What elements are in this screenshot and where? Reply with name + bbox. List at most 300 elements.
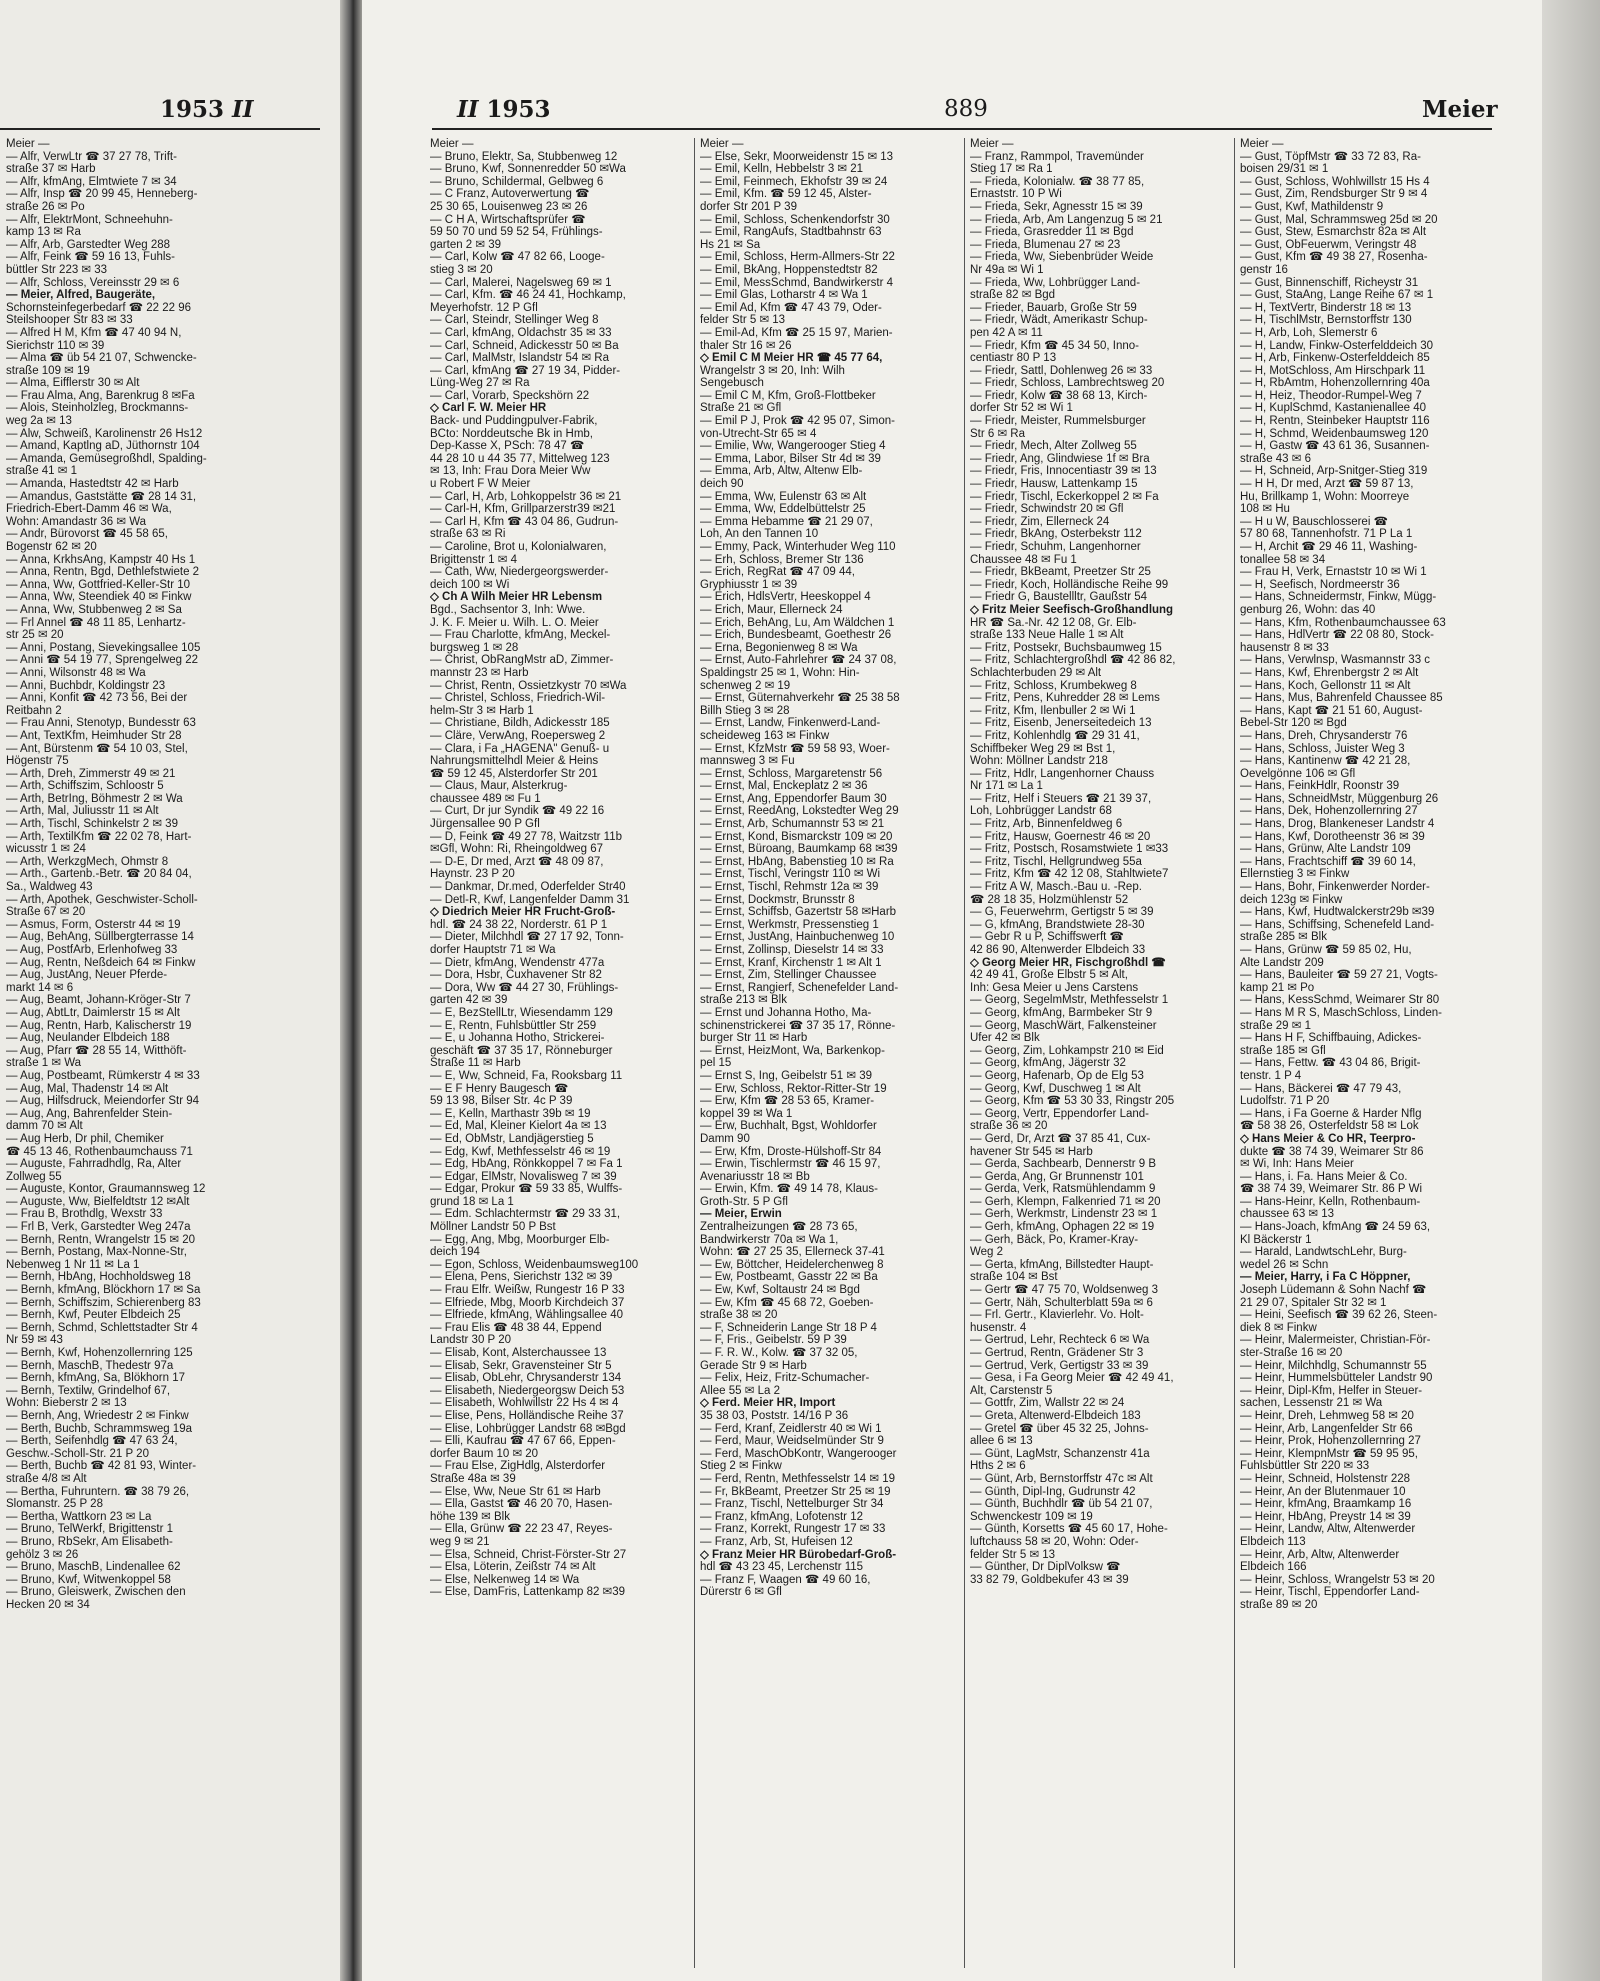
directory-entry-line: diek 8 ✉ Finkw xyxy=(1240,1321,1317,1334)
directory-entry-line: — Franz F, Waagen ☎ 49 60 16, xyxy=(700,1573,871,1586)
directory-entry-line: ◇ Ch A Wilh Meier HR Lebensm xyxy=(430,591,603,604)
directory-entry-line: — Anni, Postang, Sievekingsallee 105 xyxy=(6,641,201,654)
directory-entry-line: deich 194 xyxy=(430,1246,480,1259)
directory-entry-line: Wohn: Bieberstr 2 ✉ 13 xyxy=(6,1397,127,1410)
directory-entry-line: centiastr 80 P 13 xyxy=(970,352,1057,365)
directory-entry-line: Dürerstr 6 ✉ Gfl xyxy=(700,1586,782,1599)
directory-entry-line: — H H, Dr med, Arzt ☎ 59 87 13, xyxy=(1240,478,1414,491)
directory-entry-line: — Hans, HdlVertr ☎ 22 08 80, Stock- xyxy=(1240,629,1434,642)
directory-entry-line: Ernaststr. 10 P Wi xyxy=(970,188,1062,201)
directory-entry-line: — Meier, Erwin xyxy=(700,1208,782,1221)
directory-entry-line: Lüng-Weg 27 ✉ Ra xyxy=(430,377,530,390)
directory-entry-line: — F, Fris., Geibelstr. 59 P 39 xyxy=(700,1334,847,1347)
directory-entry-line: — Elisabeth, Wohlwillstr 22 Hs 4 ✉ 4 xyxy=(430,1397,619,1410)
directory-entry-line: dorfer Str 201 P 39 xyxy=(700,200,797,213)
directory-entry-line: — Christel, Schloss, Friedrich-Wil- xyxy=(430,692,606,705)
directory-entry-line: Meier — xyxy=(6,138,50,150)
directory-entry-line: Back- und Puddingpulver-Fabrik, xyxy=(430,415,598,428)
directory-entry-line: — Erw, Kfm ☎ 28 53 65, Kramer- xyxy=(700,1095,875,1108)
directory-entry-line: — Bruno, TelWerkf, Brigittenstr 1 xyxy=(6,1523,174,1536)
directory-entry-line: — Bruno, Gleiswerk, Zwischen den xyxy=(6,1586,186,1599)
directory-entry-line: — Hans, Kwf, Hudtwalckerstr29b ✉39 xyxy=(1240,906,1435,919)
directory-entry-line: — Bernh, Postang, Max-Nonne-Str, xyxy=(6,1246,187,1259)
directory-entry-line: — Ernst, Landw, Finkenwerd-Land- xyxy=(700,717,881,730)
directory-entry-line: straße 185 ✉ Gfl xyxy=(1240,1044,1326,1057)
directory-entry-line: — Ernst, Werkmstr, Pressenstieg 1 xyxy=(700,918,879,931)
directory-entry-line: — Erich, Bundesbeamt, Goethestr 26 xyxy=(700,629,892,642)
directory-entry-line: — Ed, ObMstr, Landjägerstieg 5 xyxy=(430,1132,594,1145)
directory-entry-line: — Hans, Kwf, Ehrenbergstr 2 ✉ Alt xyxy=(1240,666,1419,679)
directory-entry-line: wedel 26 ✉ Schn xyxy=(1240,1258,1329,1271)
directory-entry-line: — Carl-H, Kfm, Grillparzerstr39 ✉21 xyxy=(430,503,616,516)
directory-entry-line: — F, Schneiderin Lange Str 18 P 4 xyxy=(700,1321,877,1334)
directory-entry-line: — Emil, Feinmech, Ekhofstr 39 ✉ 24 xyxy=(700,175,888,188)
directory-entry-line: — Claus, Maur, Alsterkrug- xyxy=(430,780,568,793)
directory-entry-line: Straße 11 ✉ Harb xyxy=(430,1057,521,1070)
directory-entry-line: — H, TischlMstr, Bernstorffstr 130 xyxy=(1240,314,1412,327)
directory-entry-line: Landstr 30 P 20 xyxy=(430,1334,511,1347)
directory-entry-line: — Elise, Lohbrügger Landstr 68 ✉Bgd xyxy=(430,1422,626,1435)
directory-entry-line: — Günt, LagMstr, Schanzenstr 41a xyxy=(970,1447,1150,1460)
directory-entry-line: — Ant, TextKfm, Heimhuder Str 28 xyxy=(6,729,182,742)
directory-entry-line: — Hans, Bauleiter ☎ 59 27 21, Vogts- xyxy=(1240,969,1438,982)
directory-entry-line: — Erich, Maur, Ellerneck 24 xyxy=(700,603,843,616)
directory-entry-line: — E, BezStellLtr, Wiesendamm 129 xyxy=(430,1006,613,1019)
directory-entry-line: — Elsa, Schneid, Christ-Förster-Str 27 xyxy=(430,1548,627,1561)
directory-entry-line: — Ernst, Tischl, Rehmstr 12a ✉ 39 xyxy=(700,881,879,894)
directory-entry-line: Loh, An den Tannen 10 xyxy=(700,528,819,541)
directory-entry-line: — Gerh, Bäck, Po, Kramer-Kray- xyxy=(970,1233,1139,1246)
directory-entry-line: — Aug, Mal, Thadenstr 14 ✉ Alt xyxy=(6,1082,169,1095)
directory-entry-line: — Günth, Buchhdlr ☎ üb 54 21 07, xyxy=(970,1498,1153,1511)
directory-entry-line: — D, Feink ☎ 49 27 78, Waitzstr 11b xyxy=(430,830,623,843)
directory-entry-line: ◇ Emil C M Meier HR ☎ 45 77 64, xyxy=(700,352,883,365)
directory-entry-line: — Meier, Harry, i Fa C Höppner, xyxy=(1240,1271,1411,1284)
directory-entry-line: straße 133 Neue Halle 1 ✉ Alt xyxy=(970,629,1124,642)
column-divider xyxy=(1234,138,1235,1968)
directory-entry-line: — Alfr, Arb, Garstedter Weg 288 xyxy=(6,238,171,251)
directory-entry-line: — Frl Annel ☎ 48 11 85, Lenhartz- xyxy=(6,616,186,629)
directory-entry-line: — Berth, Buchb ☎ 42 81 93, Winter- xyxy=(6,1460,197,1473)
directory-entry-line: — Heinr, Schneid, Holstenstr 228 xyxy=(1240,1472,1411,1485)
directory-entry-line: — E, u Johanna Hotho, Strickerei- xyxy=(430,1032,605,1045)
directory-entry-line: — Gesa, i Fa Georg Meier ☎ 42 49 41, xyxy=(970,1372,1174,1385)
directory-entry-line: — Bertha, Fuhruntern. ☎ 38 79 26, xyxy=(6,1485,190,1498)
directory-entry-line: ✉ 13, Inh: Frau Dora Meier Ww xyxy=(430,465,591,478)
directory-entry-line: — H, Schneid, Arp-Snitger-Stieg 319 xyxy=(1240,465,1428,478)
directory-entry-line: — Anni, Konfit ☎ 42 73 56, Bei der xyxy=(6,692,188,705)
directory-entry-line: — Alw, Schweiß, Karolinenstr 26 Hs12 xyxy=(6,427,203,440)
directory-entry-line: — Franz, kfmAng, Lofotenstr 12 xyxy=(700,1510,863,1523)
directory-entry-line: — Hans, FeinkHdlr, Roonstr 39 xyxy=(1240,780,1400,793)
directory-entry-line: — Hans, Grünw ☎ 59 85 02, Hu, xyxy=(1240,944,1412,956)
column-divider xyxy=(964,138,965,1968)
directory-entry-line: genstr 16 xyxy=(1240,263,1288,276)
directory-entry-line: — Friedr, Sattl, Dohlenweg 26 ✉ 33 xyxy=(970,364,1153,377)
directory-entry-line: — Friedr, Ang, Glindwiese 1f ✉ Bra xyxy=(970,452,1150,465)
directory-entry-line: — Emma, Arb, Altw, Altenw Elb- xyxy=(700,465,863,478)
directory-entry-line: — Gerh, Werkmstr, Lindenstr 23 ✉ 1 xyxy=(970,1208,1158,1221)
directory-entry-line: hdl. ☎ 24 38 22, Norderstr. 61 P 1 xyxy=(430,918,608,931)
directory-entry-line: Hs 21 ✉ Sa xyxy=(700,238,761,251)
directory-entry-line: — Gust, TöpfMstr ☎ 33 72 83, Ra- xyxy=(1240,150,1421,163)
directory-entry-line: — H u W, Bauschlosserei ☎ xyxy=(1240,515,1388,528)
directory-entry-line: — Friedr, Hausw, Lattenkamp 15 xyxy=(970,478,1138,491)
directory-entry-line: — Hans, Kapt ☎ 21 51 60, August- xyxy=(1240,704,1423,717)
running-head-name: Meier xyxy=(1422,96,1498,123)
directory-entry-line: — Friedr, Schuhm, Langenhorner xyxy=(970,541,1141,553)
directory-entry-line: str 25 ✉ 20 xyxy=(6,629,64,642)
column-2 xyxy=(430,138,688,1968)
directory-entry-line: — Aug, AbtLtr, Daimlerstr 15 ✉ Alt xyxy=(6,1006,180,1019)
directory-entry-line: — Fritz, Kfm ☎ 42 12 08, Stahltwiete7 xyxy=(970,868,1169,881)
directory-entry-line: — Friedr, Fris, Innocentiastr 39 ✉ 13 xyxy=(970,465,1157,478)
directory-entry-line: — H, Arb, Finkenw-Osterfelddeich 85 xyxy=(1240,352,1430,365)
directory-entry-line: — Erwin, Kfm. ☎ 49 14 78, Klaus- xyxy=(700,1183,878,1196)
directory-entry-line: — Franz, Tischl, Nettelburger Str 34 xyxy=(700,1498,884,1511)
directory-entry-line: 21 29 07, Spitaler Str 32 ✉ 1 xyxy=(1240,1296,1387,1309)
directory-entry-line: — Ernst S, Ing, Geibelstr 51 ✉ 39 xyxy=(700,1069,872,1082)
directory-entry-line: — Heinr, Prok, Hohenzollernring 27 xyxy=(1240,1435,1421,1448)
directory-entry-line: — Günth, Dipl-Ing, Gudrunstr 42 xyxy=(970,1485,1136,1498)
directory-entry-line: Str 6 ✉ Ra xyxy=(970,427,1026,440)
directory-entry-line: — G, Feuerwehrm, Gertigstr 5 ✉ 39 xyxy=(970,906,1154,919)
directory-entry-line: — Bernh, Schmd, Schlettstadter Str 4 xyxy=(6,1321,198,1334)
directory-entry-line: — Franz, Korrekt, Rungestr 17 ✉ 33 xyxy=(700,1523,886,1536)
directory-entry-line: — Emma, Ww, Eulenstr 63 ✉ Alt xyxy=(700,490,867,503)
directory-entry-line: tonallee 58 ✉ 34 xyxy=(1240,553,1326,566)
directory-entry-line: — Franz, Rammpol, Travemünder xyxy=(970,150,1144,163)
directory-entry-line: straße 4/8 ✉ Alt xyxy=(6,1472,87,1485)
directory-entry-line: — Egon, Schloss, Weidenbaumsweg100 xyxy=(430,1258,639,1271)
directory-entry-line: thaler Str 16 ✉ 26 xyxy=(700,339,792,352)
directory-entry-line: — Friedr, BkAng, Osterbekstr 112 xyxy=(970,528,1142,541)
directory-entry-line: — Edg, Kwf, Methfesselstr 46 ✉ 19 xyxy=(430,1145,611,1158)
directory-entry-line: — Aug, BehAng, Süllbergterrasse 14 xyxy=(6,931,194,944)
directory-entry-line: straße 36 ✉ 20 xyxy=(970,1120,1048,1133)
directory-entry-line: — Hans, i Fa Goerne & Harder Nflg xyxy=(1240,1107,1422,1120)
directory-entry-line: — C Franz, Autoverwertung ☎ xyxy=(430,188,590,201)
directory-entry-line: ☎ 38 74 39, Weimarer Str. 86 P Wi xyxy=(1240,1183,1423,1196)
directory-entry-line: ster-Straße 16 ✉ 20 xyxy=(1240,1347,1343,1359)
directory-entry-line: Alt, Carstenstr 5 xyxy=(970,1384,1053,1397)
directory-entry-line: — Gretel ☎ über 45 32 25, Johns- xyxy=(970,1422,1149,1435)
directory-entry-line: Zentralheizungen ☎ 28 73 65, xyxy=(700,1221,858,1234)
directory-entry-line: — Carl, Steindr, Stellinger Weg 8 xyxy=(430,314,599,327)
directory-entry-line: — Erich, HdlsVertr, Heeskoppel 4 xyxy=(700,591,871,604)
directory-entry-line: Meyerhofstr. 12 P Gfl xyxy=(430,301,538,314)
right-header-rule xyxy=(432,128,1492,130)
directory-entry-line: mannstr 23 ✉ Harb xyxy=(430,666,529,679)
directory-entry-line: — Aug, PostfArb, Erlenhofweg 33 xyxy=(6,944,178,956)
directory-entry-line: — Heinr, Tischl, Eppendorfer Land- xyxy=(1240,1586,1420,1599)
directory-entry-line: — Frau H, Verk, Ernaststr 10 ✉ Wi 1 xyxy=(1240,566,1427,579)
directory-entry-line: — Arth, Apothek, Geschwister-Scholl- xyxy=(6,893,198,906)
directory-entry-line: — Bernh, kfmAng, Sa, Blökhorn 17 xyxy=(6,1372,185,1385)
directory-entry-line: tenstr. 1 P 4 xyxy=(1240,1069,1302,1082)
directory-entry-line: — Friedr, Wädt, Amerikastr Schup- xyxy=(970,314,1148,327)
directory-entry-line: Meier — xyxy=(430,138,474,150)
directory-entry-line: pel 15 xyxy=(700,1057,732,1070)
directory-entry-line: — Aug, Hilfsdruck, Meiendorfer Str 94 xyxy=(6,1095,200,1108)
directory-entry-line: — Frieda, Sekr, Agnesstr 15 ✉ 39 xyxy=(970,200,1143,213)
directory-entry-line: — Frieda, Ww, Lohbrügger Land- xyxy=(970,276,1141,289)
directory-entry-line: — Georg, Zim, Lohkampstr 210 ✉ Eid xyxy=(970,1044,1164,1057)
directory-entry-line: Straße 21 ✉ Gfl xyxy=(700,402,782,415)
directory-entry-line: — Alfr, kfmAng, Elmtwiete 7 ✉ 34 xyxy=(6,175,177,188)
directory-entry-line: — Erwin, Tischlermstr ☎ 46 15 97, xyxy=(700,1158,881,1171)
directory-entry-line: — H, Heiz, Theodor-Rumpel-Weg 7 xyxy=(1240,389,1422,402)
directory-entry-line: Möllner Landstr 50 P Bst xyxy=(430,1221,556,1234)
directory-entry-line: — Alma ☎ üb 54 21 07, Schwencke- xyxy=(6,352,197,365)
directory-entry-line: — Gust, Zim, Rendsburger Str 9 ✉ 4 xyxy=(1240,188,1428,201)
directory-entry-line: — Dora, Ww ☎ 44 27 30, Frühlings- xyxy=(430,981,619,994)
directory-entry-line: — Alfr, Feink ☎ 59 16 13, Fuhls- xyxy=(6,251,176,264)
directory-entry-line: — Ed, Mal, Kleiner Kielort 4a ✉ 13 xyxy=(430,1120,607,1133)
directory-entry-line: — Frieder, Bauarb, Große Str 59 xyxy=(970,301,1137,314)
directory-entry-line: — Ferd, Maur, Weidselmünder Str 9 xyxy=(700,1435,884,1448)
directory-entry-line: — Bruno, RbSekr, Am Elisabeth- xyxy=(6,1535,173,1548)
directory-entry-line: — Gerda, Sachbearb, Dennerstr 9 B xyxy=(970,1158,1157,1171)
directory-entry-line: — Ew, Böttcher, Heidelerchenweg 8 xyxy=(700,1258,884,1271)
directory-entry-line: Nr 59 ✉ 43 xyxy=(6,1334,63,1347)
directory-entry-line: Allee 55 ✉ La 2 xyxy=(700,1384,780,1397)
directory-entry-line: — Friedr, Kolw ☎ 38 68 13, Kirch- xyxy=(970,389,1148,402)
directory-entry-line: helm-Str 3 ✉ Harb 1 xyxy=(430,704,534,717)
directory-entry-line: — H, Seefisch, Nordmeerstr 36 xyxy=(1240,578,1400,591)
directory-entry-line: sachen, Lessenstr 21 ✉ Wa xyxy=(1240,1397,1383,1410)
directory-entry-line: — Detl-R, Kwf, Langenfelder Damm 31 xyxy=(430,893,630,906)
directory-entry-line: — Friedr, Zim, Ellerneck 24 xyxy=(970,515,1110,528)
directory-entry-line: chaussee 489 ✉ Fu 1 xyxy=(430,792,541,805)
directory-entry-line: — Fritz, Postsch, Rosamstwiete 1 ✉33 xyxy=(970,843,1169,856)
directory-entry-line: dorfer Baum 10 ✉ 20 xyxy=(430,1447,539,1460)
directory-entry-line: Geschw.-Scholl-Str. 21 P 20 xyxy=(6,1447,149,1460)
directory-entry-line: Haynstr. 23 P 20 xyxy=(430,868,515,881)
directory-entry-line: — Emil, BkAng, Hoppenstedtstr 82 xyxy=(700,263,878,276)
directory-entry-line: — Carl, Vorarb, Speckshörn 22 xyxy=(430,389,590,402)
directory-entry-line: grund 18 ✉ La 1 xyxy=(430,1195,514,1208)
directory-entry-line: — Friedr, Schwindstr 20 ✉ Gfl xyxy=(970,503,1124,516)
directory-entry-line: — Anna, Ww, Steendiek 40 ✉ Finkw xyxy=(6,591,192,604)
directory-entry-line: 57 80 68, Tannenhofstr. 71 P La 1 xyxy=(1240,528,1413,541)
directory-entry-line: — Ernst, Arb, Schumannstr 53 ✉ 21 xyxy=(700,818,885,831)
directory-entry-line: — Christiane, Bildh, Adickesstr 185 xyxy=(430,717,610,730)
directory-entry-line: Ufer 42 ✉ Blk xyxy=(970,1032,1040,1045)
directory-entry-line: garten 2 ✉ 39 xyxy=(430,238,502,251)
directory-entry-line: von-Utrecht-Str 65 ✉ 4 xyxy=(700,427,817,440)
directory-entry-line: — Heinr, Hummelsbütteler Landstr 90 xyxy=(1240,1372,1433,1385)
directory-entry-line: — Aug, Beamt, Johann-Kröger-Str 7 xyxy=(6,994,191,1007)
directory-entry-line: Dep-Kasse X, PSch: 78 47 ☎ xyxy=(430,440,585,453)
directory-entry-line: — Aug Herb, Dr phil, Chemiker xyxy=(6,1132,164,1145)
directory-entry-line: 42 86 90, Altenwerder Elbdeich 33 xyxy=(970,944,1146,956)
directory-entry-line: — Asmus, Form, Osterstr 44 ✉ 19 xyxy=(6,918,181,931)
directory-entry-line: — Erh, Schloss, Bremer Str 136 xyxy=(700,553,864,566)
left-header-roman: II xyxy=(232,96,254,123)
directory-entry-line: — Hans, Koch, Gellonstr 11 ✉ Alt xyxy=(1240,679,1411,692)
directory-entry-line: straße 1 ✉ Wa xyxy=(6,1057,82,1070)
directory-entry-line: ◇ Diedrich Meier HR Frucht-Groß- xyxy=(430,906,616,919)
directory-entry-line: — Erich, RegRat ☎ 47 09 44, xyxy=(700,566,855,579)
directory-entry-line: — Gerta, kfmAng, Billstedter Haupt- xyxy=(970,1258,1154,1271)
directory-entry-line: — Heinr, Dreh, Lehmweg 58 ✉ 20 xyxy=(1240,1409,1414,1422)
directory-entry-line: — Fritz, Tischl, Hellgrundweg 55a xyxy=(970,855,1142,868)
directory-entry-line: — Bruno, Kwf, Sonnenredder 50 ✉Wa xyxy=(430,163,626,176)
directory-entry-line: — Heinr, Dipl-Kfm, Helfer in Steuer- xyxy=(1240,1384,1423,1397)
directory-entry-line: straße 89 ✉ 20 xyxy=(1240,1598,1318,1611)
directory-entry-line: — Greta, Altenwerd-Elbdeich 183 xyxy=(970,1409,1141,1422)
directory-entry-line: — Friedr, Mech, Alter Zollweg 55 xyxy=(970,440,1137,453)
directory-entry-line: — Emil, RangAufs, Stadtbahnstr 63 xyxy=(700,226,882,239)
directory-entry-line: — Emmy, Pack, Winterhuder Weg 110 xyxy=(700,541,896,553)
directory-entry-line: — Amandus, Gaststätte ☎ 28 14 31, xyxy=(6,490,197,503)
directory-entry-line: — Bruno, Kwf, Witwenkoppel 58 xyxy=(6,1573,171,1586)
directory-entry-line: — Carl, H, Arb, Lohkoppelstr 36 ✉ 21 xyxy=(430,490,622,503)
directory-entry-line: straße 109 ✉ 19 xyxy=(6,364,90,377)
directory-entry-line: — Georg, Hafenarb, Op de Elg 53 xyxy=(970,1069,1144,1082)
directory-entry-line: gehölz 3 ✉ 26 xyxy=(6,1548,79,1561)
directory-entry-line: Meier — xyxy=(1240,138,1284,150)
directory-entry-line: — Erw, Buchhalt, Bgst, Wohldorfer xyxy=(700,1120,877,1133)
page-number: 889 xyxy=(944,96,988,122)
directory-entry-line: — Felix, Heiz, Fritz-Schumacher- xyxy=(700,1372,870,1385)
directory-entry-line: — Edm. Schlachtermstr ☎ 29 33 31, xyxy=(430,1208,621,1221)
directory-entry-line: — Hans, Schneidermstr, Finkw, Mügg- xyxy=(1240,591,1437,604)
directory-entry-line: — Emma Hebamme ☎ 21 29 07, xyxy=(700,515,873,528)
right-page xyxy=(362,0,1542,1981)
directory-entry-line: straße 82 ✉ Bgd xyxy=(970,289,1056,302)
directory-entry-line: straße 37 ✉ Harb xyxy=(6,163,96,176)
directory-entry-line: garten 42 ✉ 39 xyxy=(430,994,508,1007)
directory-entry-line: — Ew, Postbeamt, Gasstr 22 ✉ Ba xyxy=(700,1271,878,1284)
directory-entry-line: — Elise, Pens, Holländische Reihe 37 xyxy=(430,1409,624,1422)
directory-entry-line: — D-E, Dr med, Arzt ☎ 48 09 87, xyxy=(430,855,604,868)
directory-entry-line: straße 285 ✉ Blk xyxy=(1240,931,1327,944)
directory-entry-line: — Emil Glas, Lotharstr 4 ✉ Wa 1 xyxy=(700,289,868,302)
directory-entry-line: — Ernst, Tischl, Veringstr 110 ✉ Wi xyxy=(700,868,881,881)
directory-entry-line: weg 2a ✉ 13 xyxy=(6,415,72,428)
directory-entry-line: — Elfriede, kfmAng, Wählingsallee 40 xyxy=(430,1309,624,1322)
directory-entry-line: — Friedr, Schloss, Lambrechtsweg 20 xyxy=(970,377,1165,390)
directory-entry-line: — Gertrud, Verk, Gertigstr 33 ✉ 39 xyxy=(970,1359,1149,1372)
directory-entry-line: ◇ Hans Meier & Co HR, Teerpro- xyxy=(1240,1132,1416,1145)
directory-entry-line: — Elisabeth, Niedergeorgsw Deich 53 xyxy=(430,1384,625,1397)
directory-entry-line: — Gust, Kwf, Mathildenstr 9 xyxy=(1240,200,1384,213)
directory-entry-line: — Heinr, Landw, Altw, Altenwerder xyxy=(1240,1523,1416,1536)
directory-entry-line: — Heinr, Malermeister, Christian-För- xyxy=(1240,1334,1431,1347)
directory-entry-line: — Frieda, Blumenau 27 ✉ 23 xyxy=(970,238,1121,251)
directory-entry-line: — Hans H F, Schiffbauing, Adickes- xyxy=(1240,1032,1422,1045)
directory-entry-line: Zollweg 55 xyxy=(6,1170,62,1183)
directory-entry-line: Brigittenstr 1 ✉ 4 xyxy=(430,553,517,566)
directory-entry-line: — Friedr, Meister, Rummelsburger xyxy=(970,415,1146,428)
directory-entry-line: — Fritz, Eisenb, Jenerseitedeich 13 xyxy=(970,717,1152,730)
directory-entry-line: — Dankmar, Dr.med, Oderfelder Str40 xyxy=(430,881,626,894)
directory-entry-line: — Günther, Dr DiplVolksw ☎ xyxy=(970,1561,1121,1574)
directory-entry-line: — Gust, Kfm ☎ 49 38 27, Rosenha- xyxy=(1240,251,1428,264)
directory-entry-line: — Else, Sekr, Moorweidenstr 15 ✉ 13 xyxy=(700,150,894,163)
column-4 xyxy=(970,138,1228,1968)
directory-entry-line: — Hans, Drog, Blankeneser Landstr 4 xyxy=(1240,818,1435,831)
directory-entry-line: Gryphiusstr 1 ✉ 39 xyxy=(700,578,798,591)
directory-entry-line: Steilshooper Str 83 ✉ 33 xyxy=(6,314,133,327)
directory-entry-line: — Georg, Vertr, Eppendorfer Land- xyxy=(970,1107,1149,1120)
directory-entry-line: — Erw, Kfm, Droste-Hülshoff-Str 84 xyxy=(700,1145,882,1158)
left-page xyxy=(0,0,350,1981)
directory-entry-line: — Heinr, KlempnMstr ☎ 59 95 95, xyxy=(1240,1447,1418,1460)
directory-entry-line: — Hans, Bohr, Finkenwerder Norder- xyxy=(1240,881,1430,894)
directory-entry-line: — Ew, Kfm ☎ 45 68 72, Goeben- xyxy=(700,1296,874,1309)
directory-entry-line: Fuhlsbüttler Str 220 ✉ 33 xyxy=(1240,1460,1370,1473)
directory-entry-line: — Bernh, Kwf, Hohenzollernring 125 xyxy=(6,1347,193,1359)
directory-entry-line: — Bernh, MaschB, Thedestr 97a xyxy=(6,1359,174,1372)
directory-entry-line: pen 42 A ✉ 11 xyxy=(970,326,1043,339)
directory-entry-line: — Frau Alma, Ang, Barenkrug 8 ✉Fa xyxy=(6,389,195,402)
directory-entry-line: — Emma, Ww, Eddelbüttelstr 25 xyxy=(700,503,866,516)
directory-entry-line: HR ☎ Sa.-Nr. 42 12 08, Gr. Elb- xyxy=(970,616,1137,629)
directory-entry-line: — Ernst, HbAng, Babenstieg 10 ✉ Ra xyxy=(700,855,894,868)
directory-entry-line: — E, Kelln, Marthastr 39b ✉ 19 xyxy=(430,1107,591,1120)
directory-entry-line: — H, Gastw ☎ 43 61 36, Susannen- xyxy=(1240,440,1430,453)
directory-entry-line: — Christ, Rentn, Ossietzkystr 70 ✉Wa xyxy=(430,679,627,692)
directory-entry-line: — Arth., Gartenb.-Betr. ☎ 20 84 04, xyxy=(6,868,192,881)
directory-entry-line: — Friedr G, Baustellltr, Gaußstr 54 xyxy=(970,591,1148,604)
directory-entry-line: — Fritz A W, Masch.-Bau u. -Rep. xyxy=(970,881,1142,894)
directory-entry-line: — Carl, kfmAng, Oldachstr 35 ✉ 33 xyxy=(430,326,612,339)
directory-entry-line: — Dietr, kfmAng, Wendenstr 477a xyxy=(430,956,605,969)
directory-entry-line: deich 100 ✉ Wi xyxy=(430,578,510,591)
directory-entry-line: — Bernh, Kwf, Peuter Elbdeich 25 xyxy=(6,1309,181,1322)
right-header-left xyxy=(457,96,551,123)
directory-entry-line: — H, Arb, Loh, Slemerstr 6 xyxy=(1240,326,1378,339)
directory-entry-line: — Emil C M, Kfm, Groß-Flottbeker xyxy=(700,389,876,402)
directory-entry-line: — Frieda, Arb, Am Langenzug 5 ✉ 21 xyxy=(970,213,1163,226)
directory-entry-line: weg 9 ✉ 21 xyxy=(430,1535,490,1548)
directory-entry-line: Stieg 17 ✉ Ra 1 xyxy=(970,163,1053,176)
directory-entry-line: — Aug, Pfarr ☎ 28 55 14, Witthöft- xyxy=(6,1044,187,1057)
directory-entry-line: deich 123g ✉ Finkw xyxy=(1240,893,1343,906)
directory-entry-line: — Emil, Kfm. ☎ 59 12 45, Alster- xyxy=(700,188,872,201)
directory-entry-line: — Fritz, Kohlenhdlg ☎ 29 31 41, xyxy=(970,729,1140,742)
directory-entry-line: — Gerda, Ang, Gr Brunnenstr 101 xyxy=(970,1170,1144,1183)
directory-entry-line: — Frieda, Grasredder 11 ✉ Bgd xyxy=(970,226,1134,239)
directory-entry-line: — Ernst, Ang, Eppendorfer Baum 30 xyxy=(700,792,887,805)
directory-entry-line: — Emma, Labor, Bilser Str 4d ✉ 39 xyxy=(700,452,881,465)
directory-entry-line: ☎ 28 18 35, Holzmühlenstr 52 xyxy=(970,893,1129,906)
directory-entry-line: — Fritz, Hdlr, Langenhorner Chauss xyxy=(970,767,1155,780)
directory-entry-line: — Carl, Malerei, Nagelsweg 69 ✉ 1 xyxy=(430,276,612,289)
directory-entry-line: ◇ Carl F. W. Meier HR xyxy=(430,402,547,415)
left-header-rule xyxy=(0,128,320,130)
directory-entry-line: — Gottfr, Zim, Wallstr 22 ✉ 24 xyxy=(970,1397,1125,1410)
directory-entry-line: 42 49 41, Große Elbstr 5 ✉ Alt, xyxy=(970,969,1128,982)
directory-entry-line: — Ant, Bürstenm ☎ 54 10 03, Stel, xyxy=(6,742,188,755)
directory-entry-line: — Cath, Ww, Niedergeorgswerder- xyxy=(430,566,609,579)
directory-entry-line: — Arth, Dreh, Zimmerstr 49 ✉ 21 xyxy=(6,767,176,780)
directory-entry-line: — Hans, Grünw, Alte Landstr 109 xyxy=(1240,843,1411,856)
directory-entry-line: — Fritz, Kfm, Ilenbuller 2 ✉ Wi 1 xyxy=(970,704,1136,717)
directory-entry-line: — Ernst, HeizMont, Wa, Barkenkop- xyxy=(700,1044,885,1057)
directory-entry-line: — Carl, Schneid, Adickesstr 50 ✉ Ba xyxy=(430,339,619,352)
directory-entry-line: — Aug, Neulander Elbdeich 188 xyxy=(6,1032,170,1045)
directory-entry-line: — Gerh, Klempn, Falkenried 71 ✉ 20 xyxy=(970,1195,1161,1208)
directory-entry-line: Meier — xyxy=(700,138,744,150)
directory-entry-line: 44 28 10 u 44 35 77, Mittelweg 123 xyxy=(430,452,610,465)
directory-entry-line: Hu, Brillkamp 1, Wohn: Moorreye xyxy=(1240,490,1410,503)
directory-entry-line: straße 26 ✉ Po xyxy=(6,200,85,213)
directory-entry-line: — Frl. Gertr., Klavierlehr. Vo. Holt- xyxy=(970,1309,1144,1322)
